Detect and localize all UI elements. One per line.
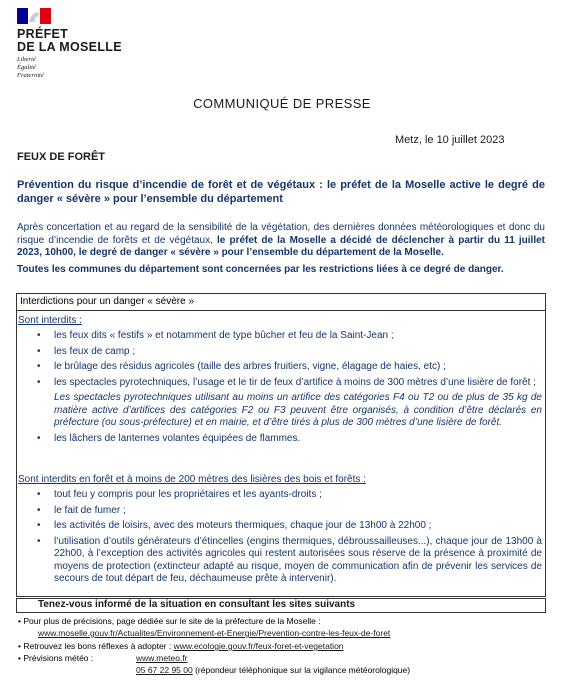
marianne-flag-logo xyxy=(17,8,51,24)
intro-heading: Prévention du risque d’incendie de forêt et de végétaux : le préfet de la Moselle active le degré de danger « sévère » pour l’ensemble du département xyxy=(17,179,545,205)
list-item: • l’utilisation d’outils générateurs d’étincelles (engins thermiques, débroussailleuses...), chaque jour de 13h00 à 22h00, à l’exception des activités agricoles qui restent autorisées sous réserve de la présence à proximité de moyens de protection (extincteur adapté au risque, moyen de communication afin de prévenir les services de secours de tout départ de feu, déchaumeuse prête à intervenir). xyxy=(32,536,542,586)
info-link-3[interactable]: www.meteo.fr xyxy=(136,653,188,663)
intro-paragraph: Après concertation et au regard de la sensibilité de la végétation, des dernières données météorologiques et donc du risque d’incendie de forêts et de végétaux, le préfet de la Moselle a décidé de déclencher à partir du 11 juillet 2023, 10h00, le degré de danger « sévère » pour l’ensemble du département de la Moselle. xyxy=(17,222,546,258)
sub-heading-foret: Sont interdits en forêt et à moins de 200 mètres des lisières des bois et forêts : xyxy=(18,474,366,485)
divider xyxy=(16,310,545,311)
section-title: FEUX DE FORÊT xyxy=(17,151,106,163)
devise: Liberté Égalité Fraternité xyxy=(17,56,44,79)
list-item: • les spectacles pyrotechniques, l’usage et le tir de feux d’artifice à moins de 300 mètres d’une lisière de forêt ; xyxy=(32,377,542,390)
list-item: • tout feu y compris pour les propriétaires et les ayants-droits ; xyxy=(32,489,542,502)
list-item: • les feux de camp ; xyxy=(32,346,542,359)
document-date: Metz, le 10 juillet 2023 xyxy=(395,134,505,146)
info-line-3: • Prévisions météo : xyxy=(18,653,94,663)
document-type: COMMUNIQUÉ DE PRESSE xyxy=(193,96,371,111)
info-line-1: • Pour plus de précisions, page dédiée sur le site de la préfecture de la Moselle : xyxy=(18,616,321,626)
info-line-2: • Retrouvez les bons réflexes à adopter : www.ecologie.gouv.fr/feux-foret-et-vegetation xyxy=(18,641,344,651)
list-item: • les lâchers de lanternes volantes équipées de flammes. xyxy=(32,433,542,446)
info-link-1[interactable]: www.moselle.gouv.fr/Actualites/Environnement-et-Energie/Prevention-contre-les-feux-de-foret xyxy=(38,628,391,638)
info-phone: 05 67 22 95 00 (répondeur téléphonique sur la vigilance météorologique) xyxy=(136,665,411,675)
prefet-title: PRÉFET DE LA MOSELLE xyxy=(17,27,122,54)
list-item: • les feux dits « festifs » et notamment de type bûcher et feu de la Saint-Jean ; xyxy=(32,330,542,343)
list-item: • les activités de loisirs, avec des moteurs thermiques, chaque jour de 13h00 à 22h00 ; xyxy=(32,520,542,533)
list-item: • le brûlage des résidus agricoles (taille des arbres fruitiers, vigne, élagage de haies, etc) ; xyxy=(32,361,542,374)
infos-title: Tenez-vous informé de la situation en consultant les sites suivants xyxy=(38,599,356,610)
interdictions-title: Interdictions pour un danger « sévère » xyxy=(20,296,194,307)
foret-list xyxy=(32,489,542,589)
communes-paragraph: Toutes les communes du département sont concernées par les restrictions liées à ce degré de danger. xyxy=(17,264,504,275)
list-item: • le fait de fumer ; xyxy=(32,505,542,518)
list-note: Les spectacles pyrotechniques utilisant au moins un artifice des catégories F4 ou T2 ou de plus de 35 kg de matière active d’artifices des catégories F2 ou F3 peuvent être organisés, à condition d’être déclarés en préfecture (ou sous-préfecture) et en mairie, et d’être tirés à plus de 300 mètres d’une lisière de forêt. xyxy=(54,392,542,428)
interdits-list xyxy=(32,330,542,448)
sub-heading-interdits: Sont interdits : xyxy=(18,315,82,326)
info-link-2[interactable]: www.ecologie.gouv.fr/feux-foret-et-vegetation xyxy=(173,641,344,651)
